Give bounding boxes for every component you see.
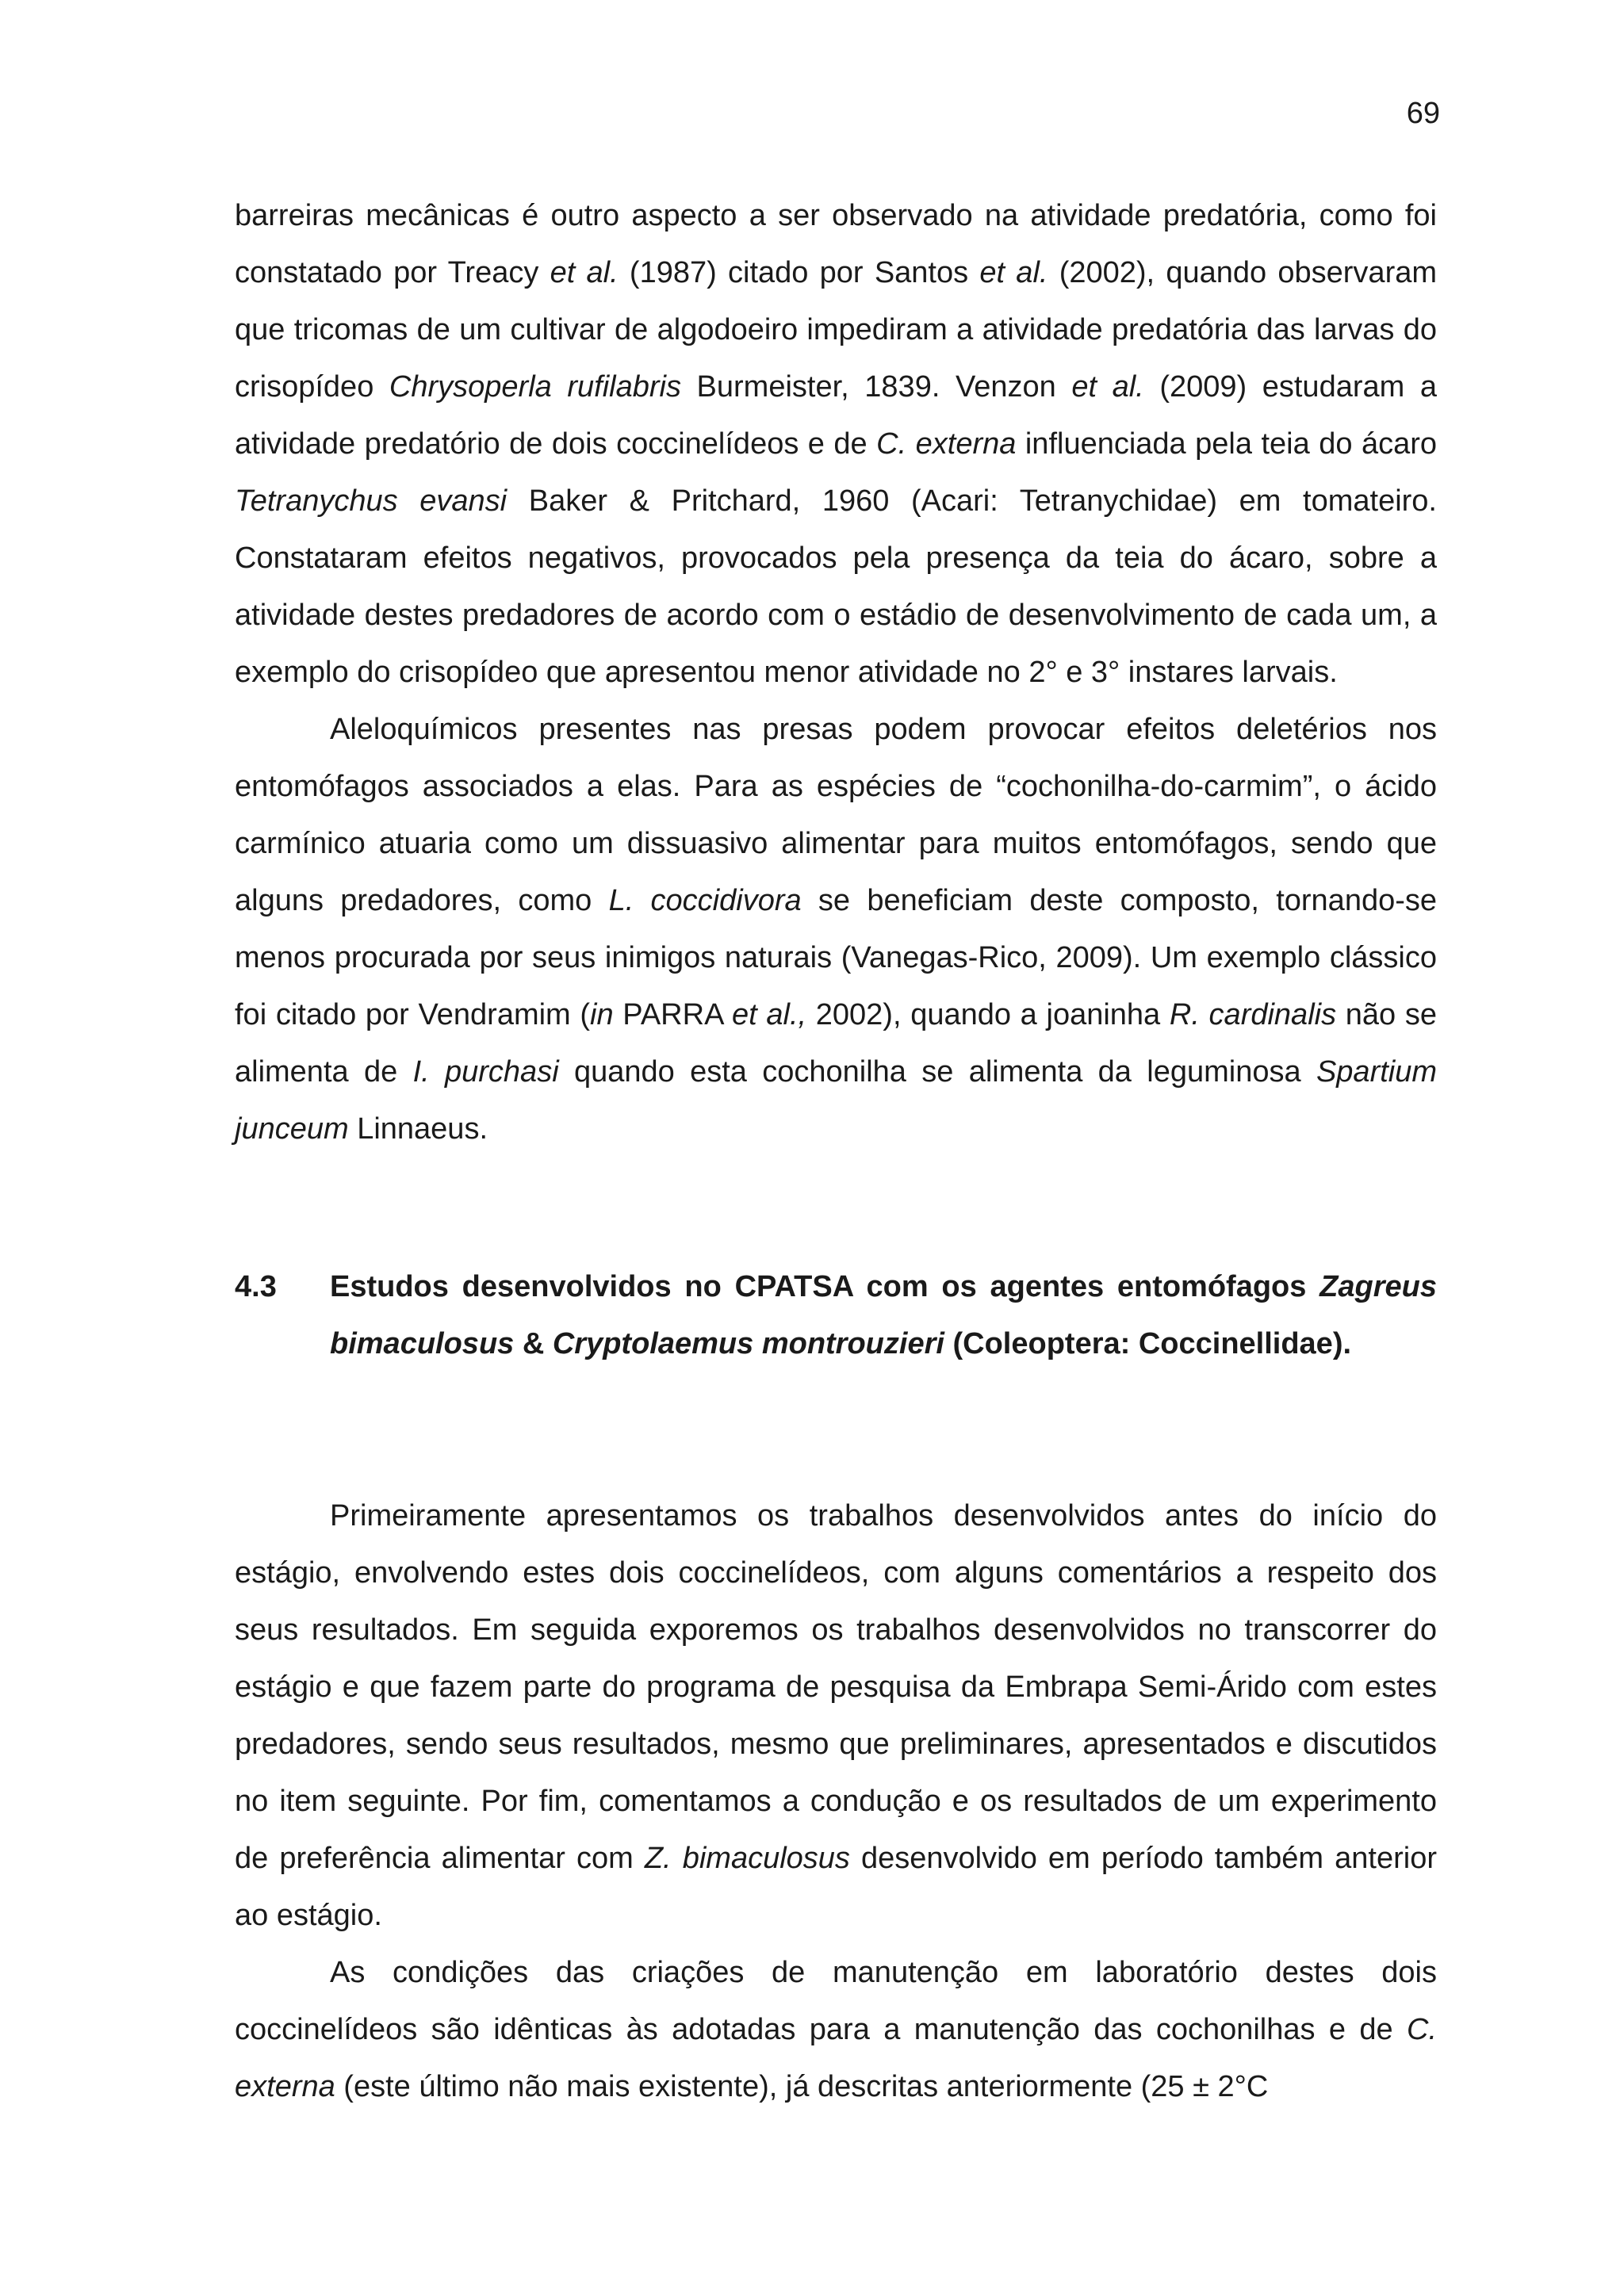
section-heading — [235, 1258, 1437, 1372]
text-run: Burmeister, 1839. Venzon — [680, 370, 1072, 404]
page-number: 69 — [1406, 97, 1440, 130]
text-run: quando esta cochonilha se alimenta da leguminosa — [558, 1055, 1316, 1089]
italic-text-run: C. externa — [235, 2013, 1437, 2103]
text-run: Aleloquímicos presentes nas presas podem provocar efeitos deletérios nos entomófagos associados a elas. Para as espécies de “cochonilha-do-carmim”, o ácido carmínico atuaria como um dissuasivo alimentar para muitos entomófagos, sendo que alguns predadores, como — [235, 713, 1437, 917]
italic-text-run: L. coccidivora — [608, 884, 802, 917]
section-title — [330, 1258, 1437, 1372]
text-run: As condições das criações de manutenção em laboratório destes dois coccinelídeos são idênticas às adotadas para a manutenção das cochonilhas e de — [235, 1956, 1437, 2046]
italic-text-run: Cryptolaemus montrouzieri — [552, 1327, 944, 1360]
italic-text-run: Z. bimaculosus — [644, 1842, 850, 1875]
text-run: desenvolvido em período também anterior ao estágio. — [235, 1842, 1437, 1932]
italic-text-run: Spartium junceum — [235, 1055, 1438, 1146]
text-run: (2002), quando observaram que tricomas de um cultivar de algodoeiro impediram a atividade predatória das larvas do crisopídeo — [235, 256, 1438, 404]
text-run: PARRA — [613, 998, 732, 1031]
text-run: Baker & Pritchard, 1960 (Acari: Tetranychidae) em tomateiro. Constataram efeitos negativos, provocados pela presença da teia do ácaro, sobre a atividade destes predadores de acordo com o estádio de desenvolvimento de cada um, a exemplo do crisopídeo que apresentou menor atividade no 2° e 3° instares larvais. — [235, 484, 1437, 689]
italic-text-run: et al. — [550, 256, 619, 289]
italic-text-run: Chrysoperla rufilabris — [389, 370, 681, 404]
text-run: se beneficiam deste composto, tornando-se menos procurada por seus inimigos naturais (Vanegas-Rico, 2009). Um exemplo clássico foi citado por Vendramim ( — [235, 884, 1438, 1031]
paragraph — [235, 1944, 1437, 2115]
text-run: & — [514, 1327, 553, 1360]
italic-text-run: et al. — [1071, 370, 1144, 404]
paragraph — [235, 1487, 1437, 1944]
italic-text-run: in — [590, 998, 614, 1031]
text-run: (este último não mais existente), já descritas anteriormente (25 ± 2°C — [335, 2070, 1269, 2103]
text-run: influenciada pela teia do ácaro — [1016, 427, 1438, 461]
text-run: (2009) estudaram a atividade predatório de dois coccinelídeos e de — [235, 370, 1437, 461]
italic-text-run: et al. — [979, 256, 1048, 289]
text-run: 2002), quando a joaninha — [806, 998, 1170, 1031]
text-run: (Coleoptera: Coccinellidae). — [944, 1327, 1352, 1360]
italic-text-run: Tetranychus evansi — [235, 484, 508, 518]
text-run: barreiras mecânicas é outro aspecto a ser observado na atividade predatória, como foi constatado por Treacy — [235, 199, 1437, 289]
section-number: 4.3 — [235, 1270, 277, 1303]
body-text-bottom — [235, 1487, 1437, 2115]
italic-text-run: et al., — [732, 998, 807, 1031]
text-run: (1987) citado por Santos — [618, 256, 980, 289]
paragraph — [235, 701, 1437, 1158]
paragraph — [235, 187, 1437, 701]
italic-text-run: R. cardinalis — [1169, 998, 1337, 1031]
italic-text-run: I. purchasi — [412, 1055, 559, 1089]
italic-text-run: Zagreus bimaculosus — [330, 1270, 1437, 1360]
text-run: Linnaeus. — [348, 1112, 488, 1146]
text-run: Primeiramente apresentamos os trabalhos desenvolvidos antes do início do estágio, envolvendo estes dois coccinelídeos, com alguns comentários a respeito dos seus resultados. Em seguida exporemos os trabalhos desenvolvidos no transcorrer do estágio e que fazem parte do programa de pesquisa da Embrapa Semi-Árido com estes predadores, sendo seus resultados, mesmo que preliminares, apresentados e discutidos no item seguinte. Por fim, comentamos a condução e os resultados de um experimento de preferência alimentar com — [235, 1499, 1437, 1875]
body-text-top — [235, 187, 1437, 1158]
text-run: Estudos desenvolvidos no CPATSA com os agentes entomófagos — [330, 1270, 1320, 1303]
text-run: não se alimenta de — [235, 998, 1437, 1089]
italic-text-run: C. externa — [876, 427, 1017, 461]
